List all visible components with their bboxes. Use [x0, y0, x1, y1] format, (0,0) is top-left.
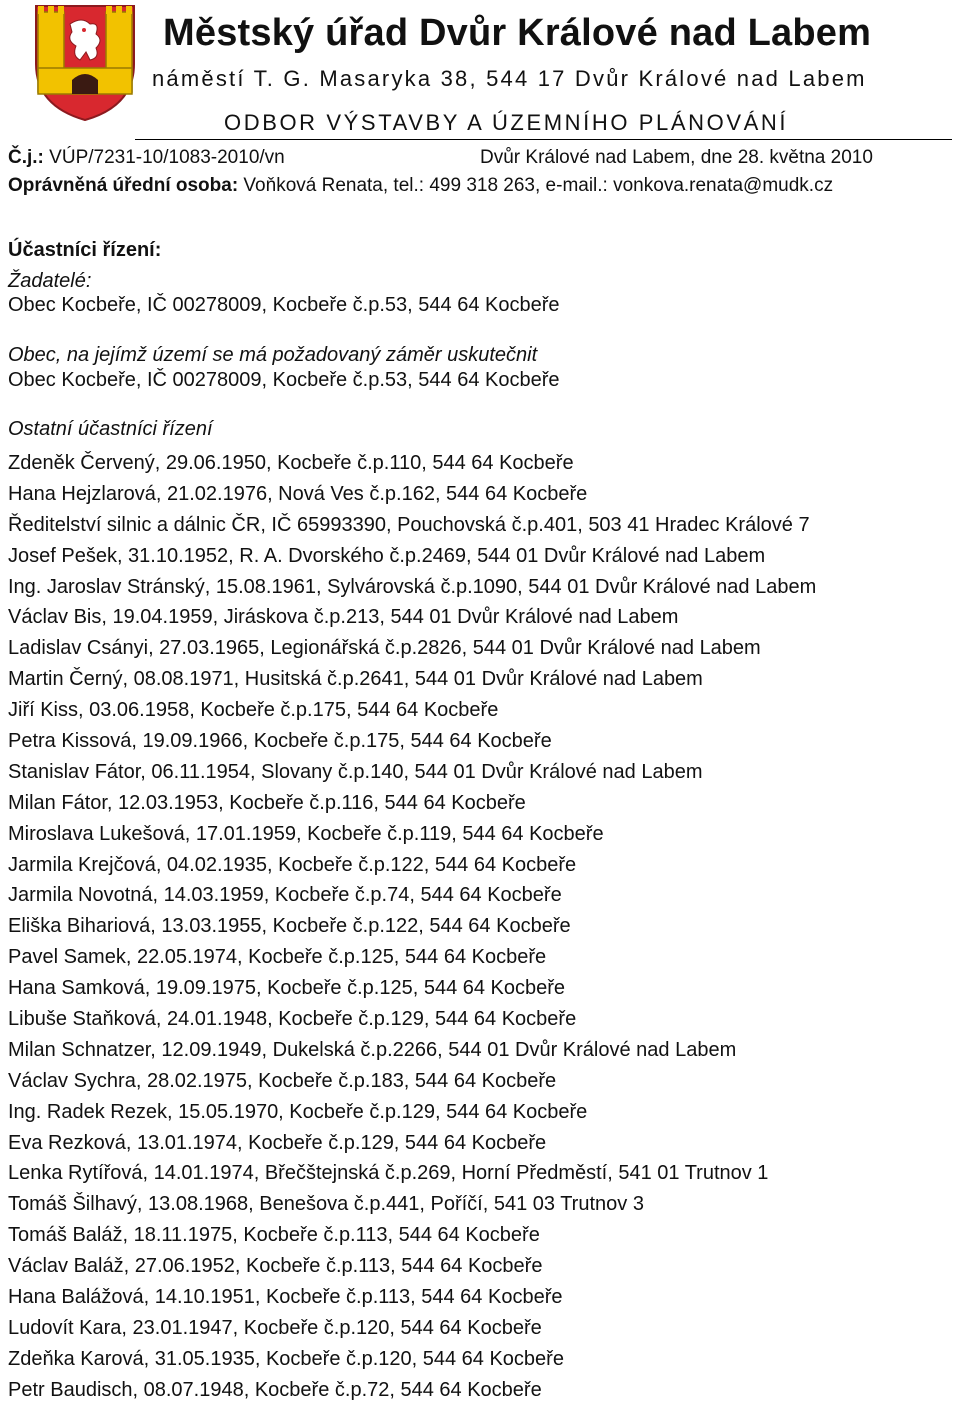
participant-entry: Josef Pešek, 31.10.1952, R. A. Dvorského č.p.2469, 544 01 Dvůr Králové nad Labem: [8, 544, 766, 567]
participant-entry: Miroslava Lukešová, 17.01.1959, Kocbeře č.p.119, 544 64 Kocbeře: [8, 822, 604, 845]
participant-entry: Hana Samková, 19.09.1975, Kocbeře č.p.125, 544 64 Kocbeře: [8, 977, 566, 1000]
header-divider: [135, 139, 952, 140]
participant-entry: Ing. Radek Rezek, 15.05.1970, Kocbeře č.p.129, 544 64 Kocbeře: [8, 1100, 588, 1123]
participant-entry: Martin Černý, 08.08.1971, Husitská č.p.2641, 544 01 Dvůr Králové nad Labem: [8, 668, 703, 691]
official-label: Oprávněná úřední osoba:: [8, 175, 239, 196]
municipality-label: Obec, na jejímž území se má požadovaný záměr uskutečnit: [8, 344, 538, 366]
participant-entry: Tomáš Šilhavý, 13.08.1968, Benešova č.p.441, Poříčí, 541 03 Trutnov 3: [8, 1193, 644, 1216]
department-name: ODBOR VÝSTAVBY A ÚZEMNÍHO PLÁNOVÁNÍ: [224, 110, 789, 135]
reference-label: Č.j.:: [8, 147, 44, 168]
office-title: Městský úřad Dvůr Králové nad Labem: [163, 12, 872, 54]
participant-entry: Václav Baláž, 27.06.1952, Kocbeře č.p.113, 544 64 Kocbeře: [8, 1255, 543, 1278]
official-person: [8, 175, 833, 197]
applicant-entry: Obec Kocbeře, IČ 00278009, Kocbeře č.p.53, 544 64 Kocbeře: [8, 294, 560, 316]
participant-entry: Jiří Kiss, 03.06.1958, Kocbeře č.p.175, 544 64 Kocbeře: [8, 699, 499, 722]
participant-entry: Jarmila Krejčová, 04.02.1935, Kocbeře č.p.122, 544 64 Kocbeře: [8, 853, 577, 876]
reference-number: [8, 147, 285, 169]
participant-entry: Stanislav Fátor, 06.11.1954, Slovany č.p.140, 544 01 Dvůr Králové nad Labem: [8, 760, 703, 783]
place-and-date: Dvůr Králové nad Labem, dne 28. května 2010: [480, 147, 873, 168]
participant-entry: Milan Fátor, 12.03.1953, Kocbeře č.p.116, 544 64 Kocbeře: [8, 791, 526, 814]
participant-entry: Petr Baudisch, 08.07.1948, Kocbeře č.p.72, 544 64 Kocbeře: [8, 1378, 542, 1401]
participant-entry: Ladislav Csányi, 27.03.1965, Legionářská č.p.2826, 544 01 Dvůr Králové nad Labem: [8, 637, 761, 660]
participant-entry: Václav Sychra, 28.02.1975, Kocbeře č.p.183, 544 64 Kocbeře: [8, 1069, 557, 1092]
participant-entry: Ředitelství silnic a dálnic ČR, IČ 65993390, Pouchovská č.p.401, 503 41 Hradec Králové 7: [8, 513, 810, 536]
municipality-entry: Obec Kocbeře, IČ 00278009, Kocbeře č.p.53, 544 64 Kocbeře: [8, 369, 560, 391]
participant-entry: Jarmila Novotná, 14.03.1959, Kocbeře č.p.74, 544 64 Kocbeře: [8, 884, 562, 907]
official-value: Voňková Renata, tel.: 499 318 263, e-mail.: vonkova.renata@mudk.cz: [238, 175, 834, 196]
applicants-label: Žadatelé:: [8, 270, 92, 292]
participant-entry: Eliška Bihariová, 13.03.1955, Kocbeře č.p.122, 544 64 Kocbeře: [8, 915, 571, 938]
office-address: náměstí T. G. Masaryka 38, 544 17 Dvůr Králové nad Labem: [152, 66, 867, 91]
other-participants-label: Ostatní účastníci řízení: [8, 418, 213, 440]
participant-entry: Lenka Rytířová, 14.01.1974, Břečštejnská č.p.269, Horní Předměstí, 541 01 Trutnov 1: [8, 1162, 769, 1185]
participant-entry: Ing. Jaroslav Stránský, 15.08.1961, Sylvárovská č.p.1090, 544 01 Dvůr Králové nad Labem: [8, 575, 817, 598]
city-coat-of-arms-icon: [30, 2, 140, 122]
participant-entry: Ludovít Kara, 23.01.1947, Kocbeře č.p.120, 544 64 Kocbeře: [8, 1316, 542, 1339]
participant-entry: Zdeňka Karová, 31.05.1935, Kocbeře č.p.120, 544 64 Kocbeře: [8, 1347, 564, 1370]
participant-entry: Hana Hejzlarová, 21.02.1976, Nová Ves č.p.162, 544 64 Kocbeře: [8, 482, 588, 505]
participant-entry: Libuše Staňková, 24.01.1948, Kocbeře č.p.129, 544 64 Kocbeře: [8, 1008, 577, 1031]
participant-entry: Václav Bis, 19.04.1959, Jiráskova č.p.213, 544 01 Dvůr Králové nad Labem: [8, 606, 679, 629]
participant-entry: Milan Schnatzer, 12.09.1949, Dukelská č.p.2266, 544 01 Dvůr Králové nad Labem: [8, 1038, 737, 1061]
participant-entry: Petra Kissová, 19.09.1966, Kocbeře č.p.175, 544 64 Kocbeře: [8, 730, 552, 753]
participants-heading: Účastníci řízení:: [8, 239, 162, 261]
participant-entry: Pavel Samek, 22.05.1974, Kocbeře č.p.125, 544 64 Kocbeře: [8, 946, 547, 969]
other-participants-list: [8, 448, 816, 1406]
participant-entry: Eva Rezková, 13.01.1974, Kocbeře č.p.129, 544 64 Kocbeře: [8, 1131, 547, 1154]
participant-entry: Hana Balážová, 14.10.1951, Kocbeře č.p.113, 544 64 Kocbeře: [8, 1286, 563, 1309]
participant-entry: Zdeněk Červený, 29.06.1950, Kocbeře č.p.110, 544 64 Kocbeře: [8, 452, 574, 474]
participant-entry: Tomáš Baláž, 18.11.1975, Kocbeře č.p.113, 544 64 Kocbeře: [8, 1224, 540, 1247]
reference-value: VÚP/7231-10/1083-2010/vn: [43, 147, 285, 168]
